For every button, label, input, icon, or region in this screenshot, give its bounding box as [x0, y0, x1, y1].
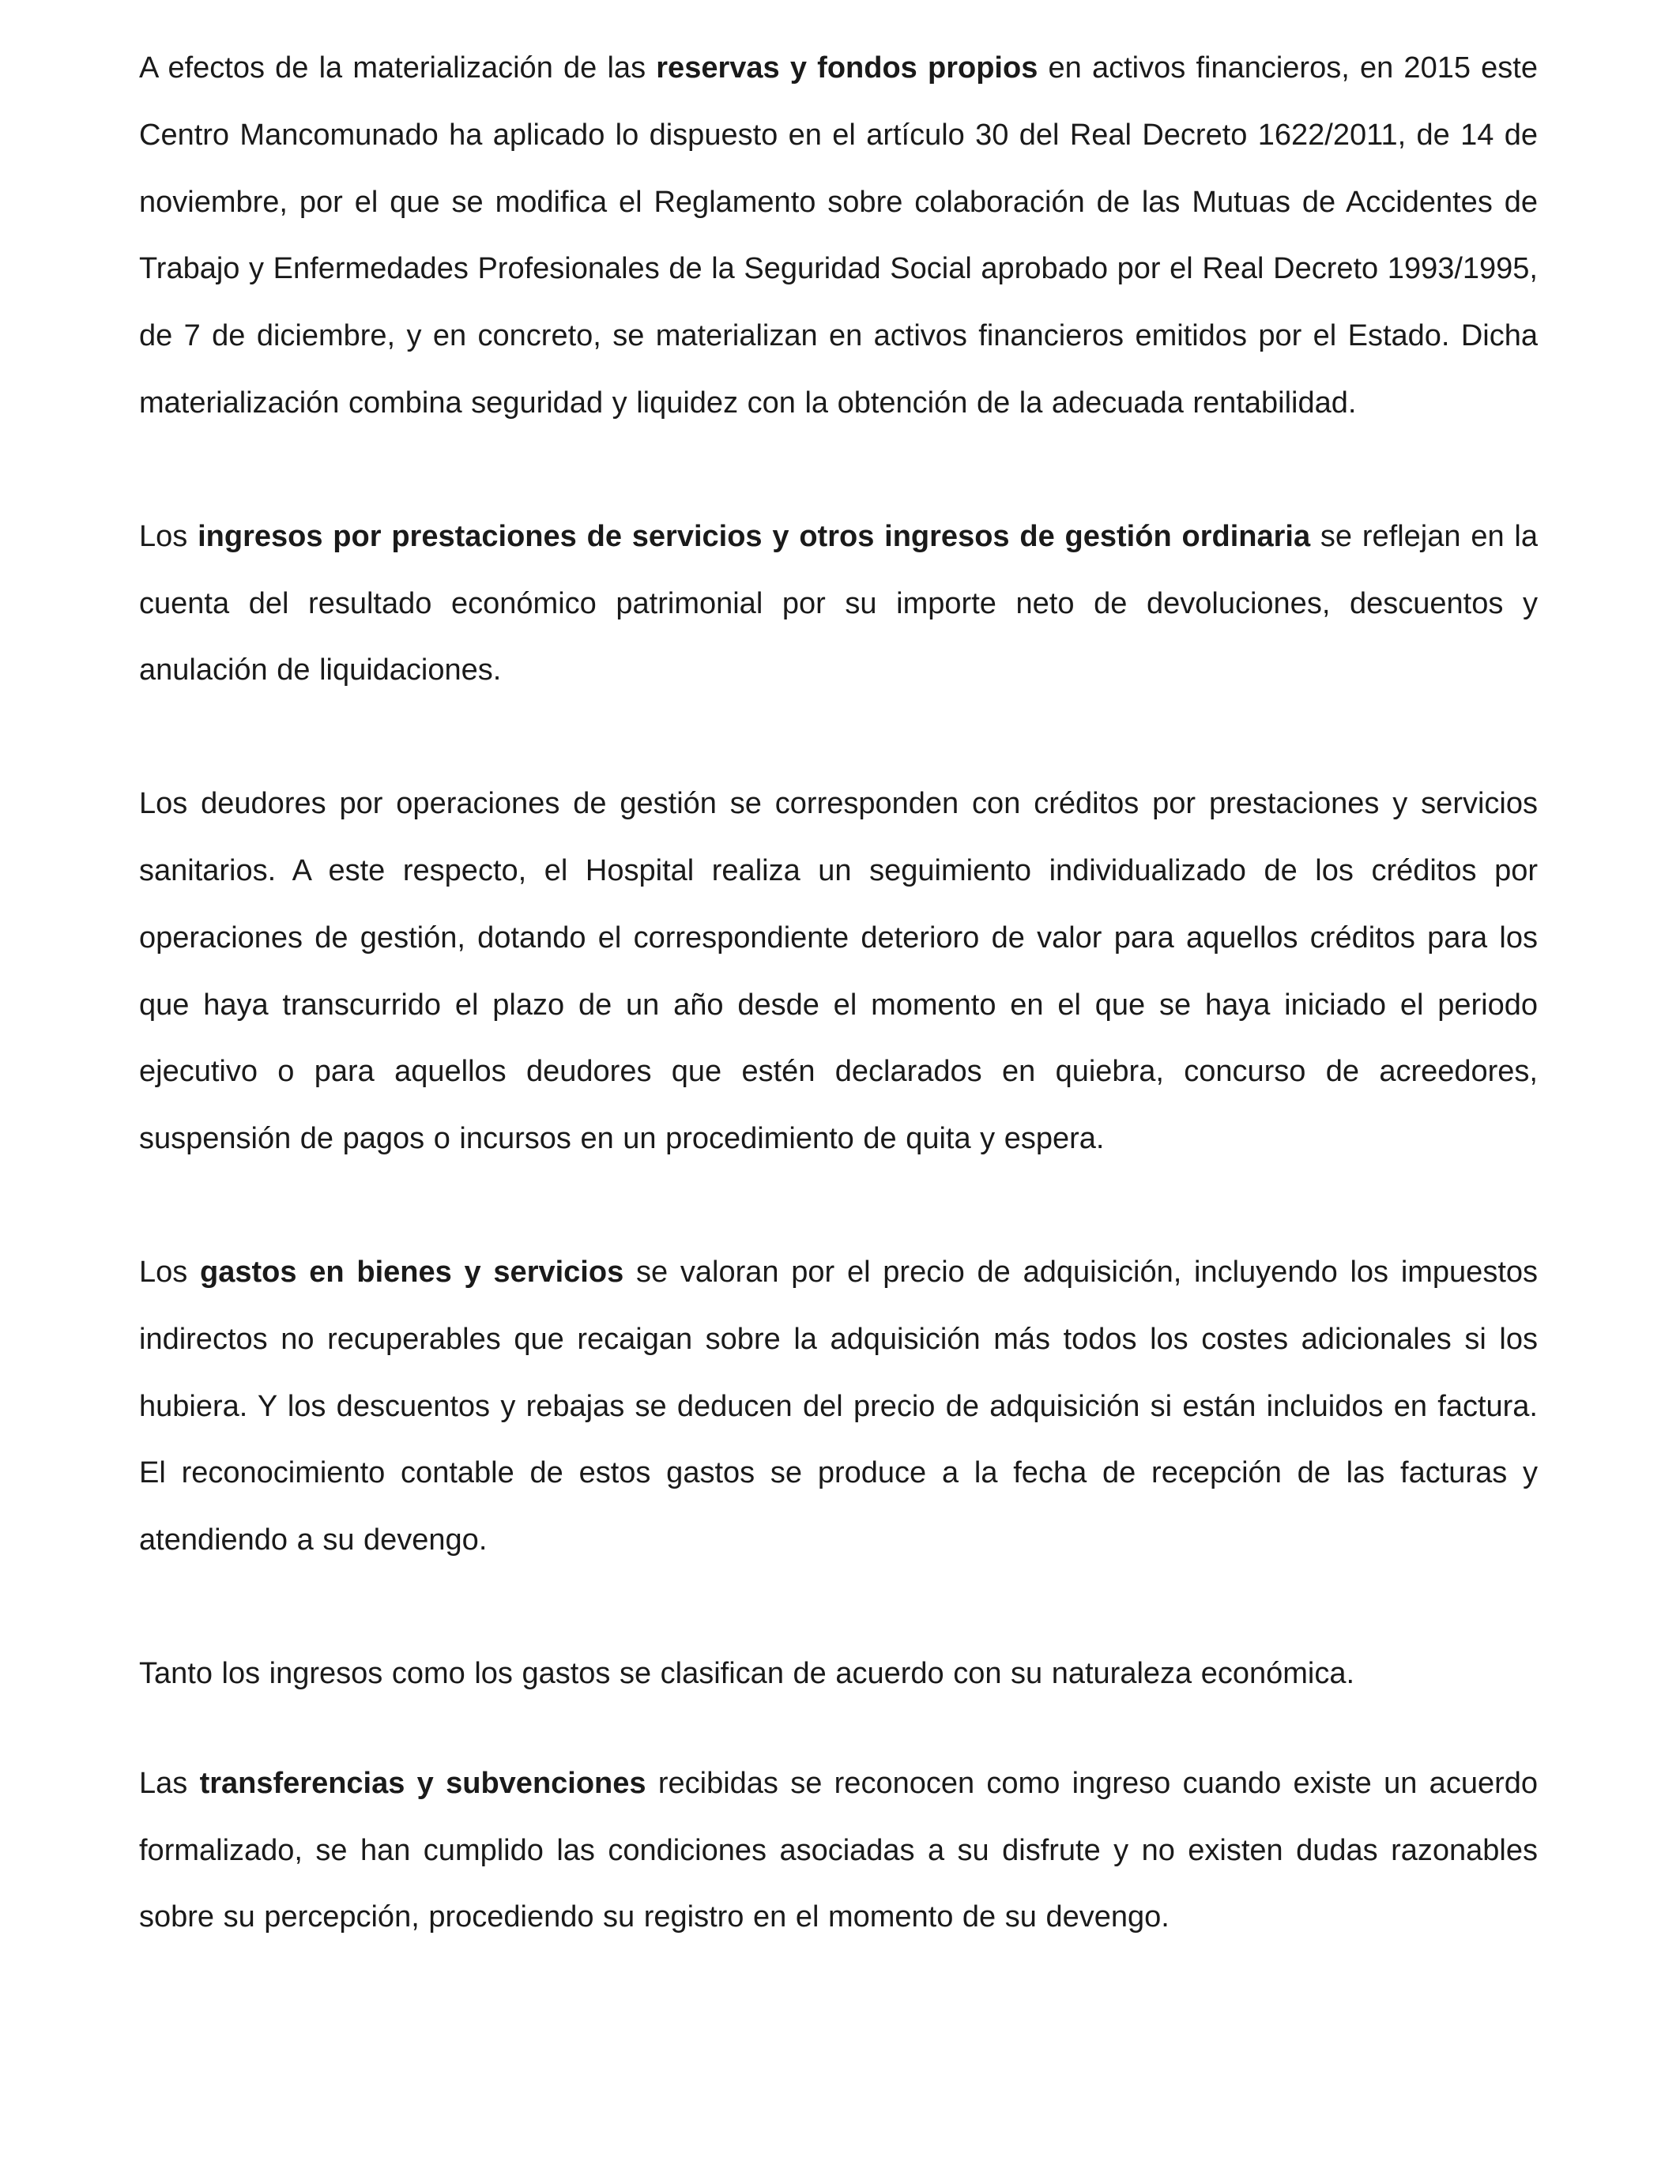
paragraph-gastos: [139, 1239, 1538, 1574]
paragraph-bold-term: reservas y fondos propios: [656, 51, 1038, 85]
paragraph-text: Las: [139, 1766, 200, 1800]
paragraph-clasificacion: [139, 1640, 1538, 1708]
paragraph-text: A efectos de la materialización de las: [139, 51, 657, 85]
paragraph-text: se valoran por el precio de adquisición, incluyendo los impuestos indirectos no recuperables que recaigan sobre la adquisición más todos los costes adicionales si los hubiera. Y los descuentos y rebajas se deducen del precio de adquisición si están incluidos en factura. El reconocimiento contable de estos gastos se produce a la fecha de recepción de las facturas y atendiendo a su devengo.: [139, 1255, 1539, 1557]
paragraph-text: en activos financieros, en 2015 este Centro Mancomunado ha aplicado lo dispuesto en el artículo 30 del Real Decreto 1622/2011, de 14 de noviembre, por el que se modifica el Reglamento sobre colaboración de las Mutuas de Accidentes de Trabajo y Enfermedades Profesionales de la Seguridad Social aprobado por el Real Decreto 1993/1995, de 7 de diciembre, y en concreto, se materializan en activos financieros emitidos por el Estado. Dicha materialización combina seguridad y liquidez con la obtención de la adecuada rentabilidad.: [139, 51, 1538, 420]
paragraph-ingresos: [139, 503, 1538, 704]
paragraph-bold-term: transferencias y subvenciones: [199, 1766, 646, 1800]
document-page: [139, 35, 1538, 1951]
paragraph-deudores: [139, 770, 1538, 1173]
paragraph-bold-term: ingresos por prestaciones de servicios y otros ingresos de gestión ordinaria: [198, 519, 1311, 553]
paragraph-transferencias: [139, 1750, 1538, 1951]
paragraph-text: Tanto los ingresos como los gastos se clasifican de acuerdo con su naturaleza económica.: [139, 1656, 1355, 1690]
paragraph-text: recibidas se reconocen como ingreso cuando existe un acuerdo formalizado, se han cumplido las condiciones asociadas a su disfrute y no existen dudas razonables sobre su percepción, procediendo su registro en el momento de su devengo.: [139, 1766, 1539, 1934]
paragraph-text: Los: [139, 1255, 201, 1289]
paragraph-text: Los: [139, 519, 198, 553]
paragraph-text: se reflejan en la cuenta del resultado económico patrimonial por su importe neto de devoluciones, descuentos y anulación de liquidaciones.: [139, 519, 1539, 687]
paragraph-text: Los deudores por operaciones de gestión se corresponden con créditos por prestaciones y servicios sanitarios. A este respecto, el Hospital realiza un seguimiento individualizado de los créditos por operaciones de gestión, dotando el correspondiente deterioro de valor para aquellos créditos para los que haya transcurrido el plazo de un año desde el momento en el que se haya iniciado el periodo ejecutivo o para aquellos deudores que estén declarados en quiebra, concurso de acreedores, suspensión de pagos o incursos en un procedimiento de quita y espera.: [139, 787, 1538, 1156]
paragraph-bold-term: gastos en bienes y servicios: [200, 1255, 624, 1289]
paragraph-reservas: [139, 35, 1538, 437]
